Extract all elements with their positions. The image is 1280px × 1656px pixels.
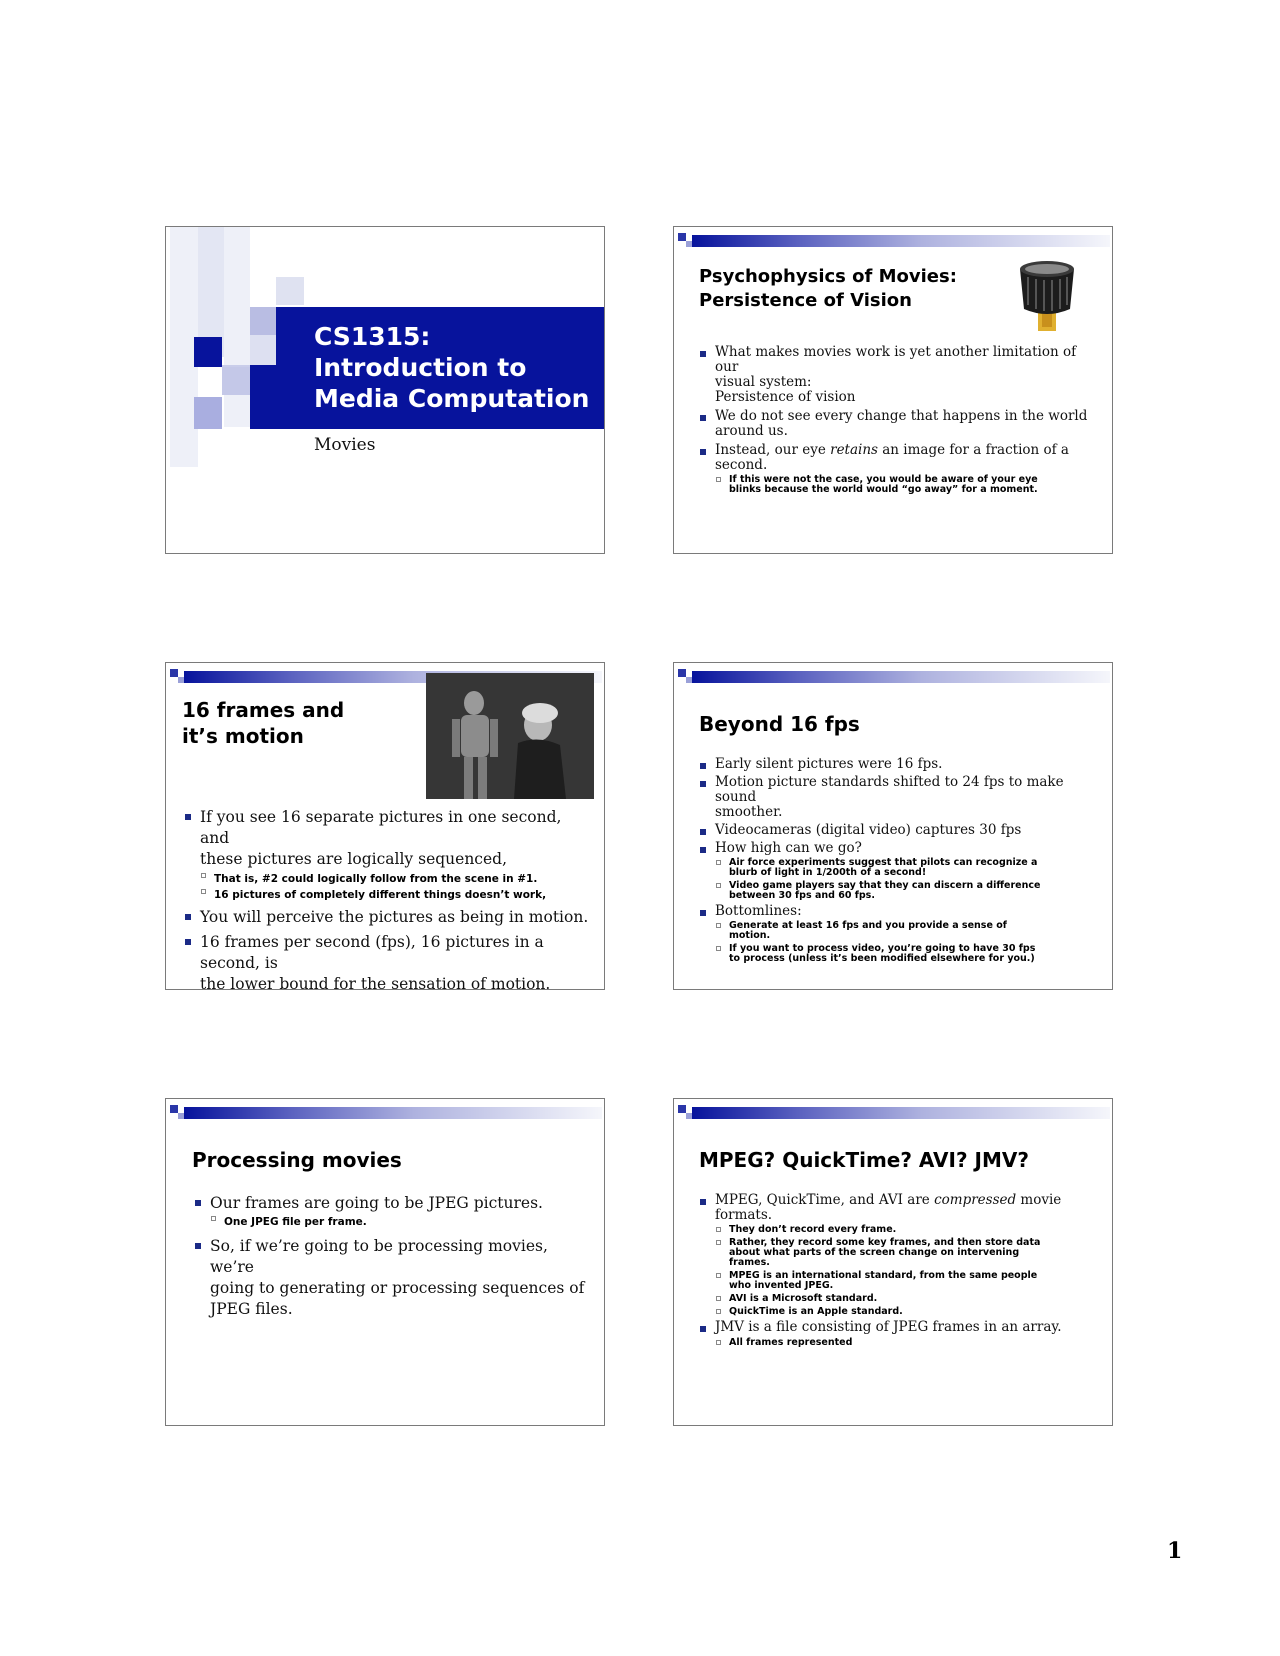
list-item: You will perceive the pictures as being in motion. <box>184 907 594 928</box>
slide-persistence-of-vision <box>673 226 1113 554</box>
metropolis-robot-photo <box>426 673 594 799</box>
list-item: Videocameras (digital video) captures 30 fps <box>699 823 1099 838</box>
list-item: MPEG, QuickTime, and AVI are compressed movie formats. They don’t record every frame. Rather, they record some key frames, and then store data about what parts of the screen change on intervening frames. MPEG is an international standard, from the same people who invented JPEG. AVI is a Microsoft standard. QuickTime is an Apple standard. <box>699 1193 1099 1317</box>
sub-list-item: AVI is a Microsoft standard. <box>715 1294 1099 1304</box>
sub-list-item: 16 pictures of completely different things doesn’t work, <box>200 887 594 903</box>
slide-mpeg-quicktime <box>673 1098 1113 1426</box>
slide-title: CS1315: Introduction to Media Computation <box>314 322 590 413</box>
list-item: Bottomlines: Generate at least 16 fps and you provide a sense of motion. If you want to process video, you’re going to have 30 fps to process (unless it’s been modified elsewhere for you.) <box>699 904 1099 964</box>
list-item: So, if we’re going to be processing movies, we’re going to generating or processing sequences of JPEG files. <box>194 1236 594 1320</box>
sub-list-item: One JPEG file per frame. <box>210 1214 594 1230</box>
list-item: Motion picture standards shifted to 24 fps to make sound smoother. <box>699 775 1099 820</box>
list-item: If you see 16 separate pictures in one second, and these pictures are logically sequenced, That is, #2 could logically follow from the scene in #1. 16 pictures of completely different things doesn’t work, <box>184 807 594 903</box>
bullet-list <box>194 1193 594 1320</box>
slide-subtitle: Movies <box>314 435 376 455</box>
sub-list-item: Air force experiments suggest that pilots can recognize a blurb of light in 1/200th of a second! <box>715 858 1099 878</box>
slide-beyond-16-fps <box>673 662 1113 990</box>
sub-list-item: Rather, they record some key frames, and then store data about what parts of the screen change on intervening frames. <box>715 1238 1099 1268</box>
sub-list-item: Generate at least 16 fps and you provide a sense of motion. <box>715 921 1099 941</box>
list-item: JMV is a file consisting of JPEG frames in an array. All frames represented <box>699 1320 1099 1348</box>
sub-list-item: If you want to process video, you’re going to have 30 fps to process (unless it’s been modified elsewhere for you.) <box>715 944 1099 964</box>
list-item: Early silent pictures were 16 fps. <box>699 757 1099 772</box>
bullet-list <box>184 807 594 990</box>
list-item: Our frames are going to be JPEG pictures. One JPEG file per frame. <box>194 1193 594 1230</box>
sub-list-item: QuickTime is an Apple standard. <box>715 1307 1099 1317</box>
page-number: 1 <box>1167 1538 1183 1564</box>
header-band <box>678 667 1110 693</box>
header-band <box>678 1103 1110 1129</box>
zoetrope-icon <box>1014 255 1080 335</box>
slide-title: 16 frames and it’s motion <box>182 698 345 748</box>
list-item: What makes movies work is yet another limitation of our visual system: Persistence of vision <box>699 345 1099 405</box>
list-item: 16 frames per second (fps), 16 pictures in a second, is the lower bound for the sensation of motion. <box>184 932 594 990</box>
sub-list-item: Video game players say that they can discern a difference between 30 fps and 60 fps. <box>715 881 1099 901</box>
header-band <box>678 231 1110 257</box>
header-band <box>170 1103 602 1129</box>
bullet-list <box>699 345 1099 495</box>
slide-16-frames <box>165 662 605 990</box>
slide-title: Beyond 16 fps <box>699 712 860 736</box>
bullet-list <box>699 1193 1099 1348</box>
list-item: We do not see every change that happens in the world around us. <box>699 409 1099 439</box>
list-item: How high can we go? Air force experiments suggest that pilots can recognize a blurb of light in 1/200th of a second! Video game players say that they can discern a difference between 30 fps and 60 fps. <box>699 841 1099 901</box>
sub-list-item: All frames represented <box>715 1338 1099 1348</box>
bullet-list <box>699 757 1099 964</box>
slide-title: MPEG? QuickTime? AVI? JMV? <box>699 1148 1029 1172</box>
sub-list-item: That is, #2 could logically follow from the scene in #1. <box>200 871 594 887</box>
slide-title-cs1315 <box>165 226 605 554</box>
slide-processing-movies <box>165 1098 605 1426</box>
sub-list-item: If this were not the case, you would be aware of your eye blinks because the world would “go away” for a moment. <box>715 475 1099 495</box>
sub-list-item: They don’t record every frame. <box>715 1225 1099 1235</box>
slide-title: Psychophysics of Movies: Persistence of Vision <box>699 266 957 311</box>
list-item: Instead, our eye retains an image for a fraction of a second. If this were not the case, you would be aware of your eye blinks because the world would “go away” for a moment. <box>699 443 1099 495</box>
slide-title: Processing movies <box>192 1148 402 1172</box>
sub-list-item: MPEG is an international standard, from the same people who invented JPEG. <box>715 1271 1099 1291</box>
